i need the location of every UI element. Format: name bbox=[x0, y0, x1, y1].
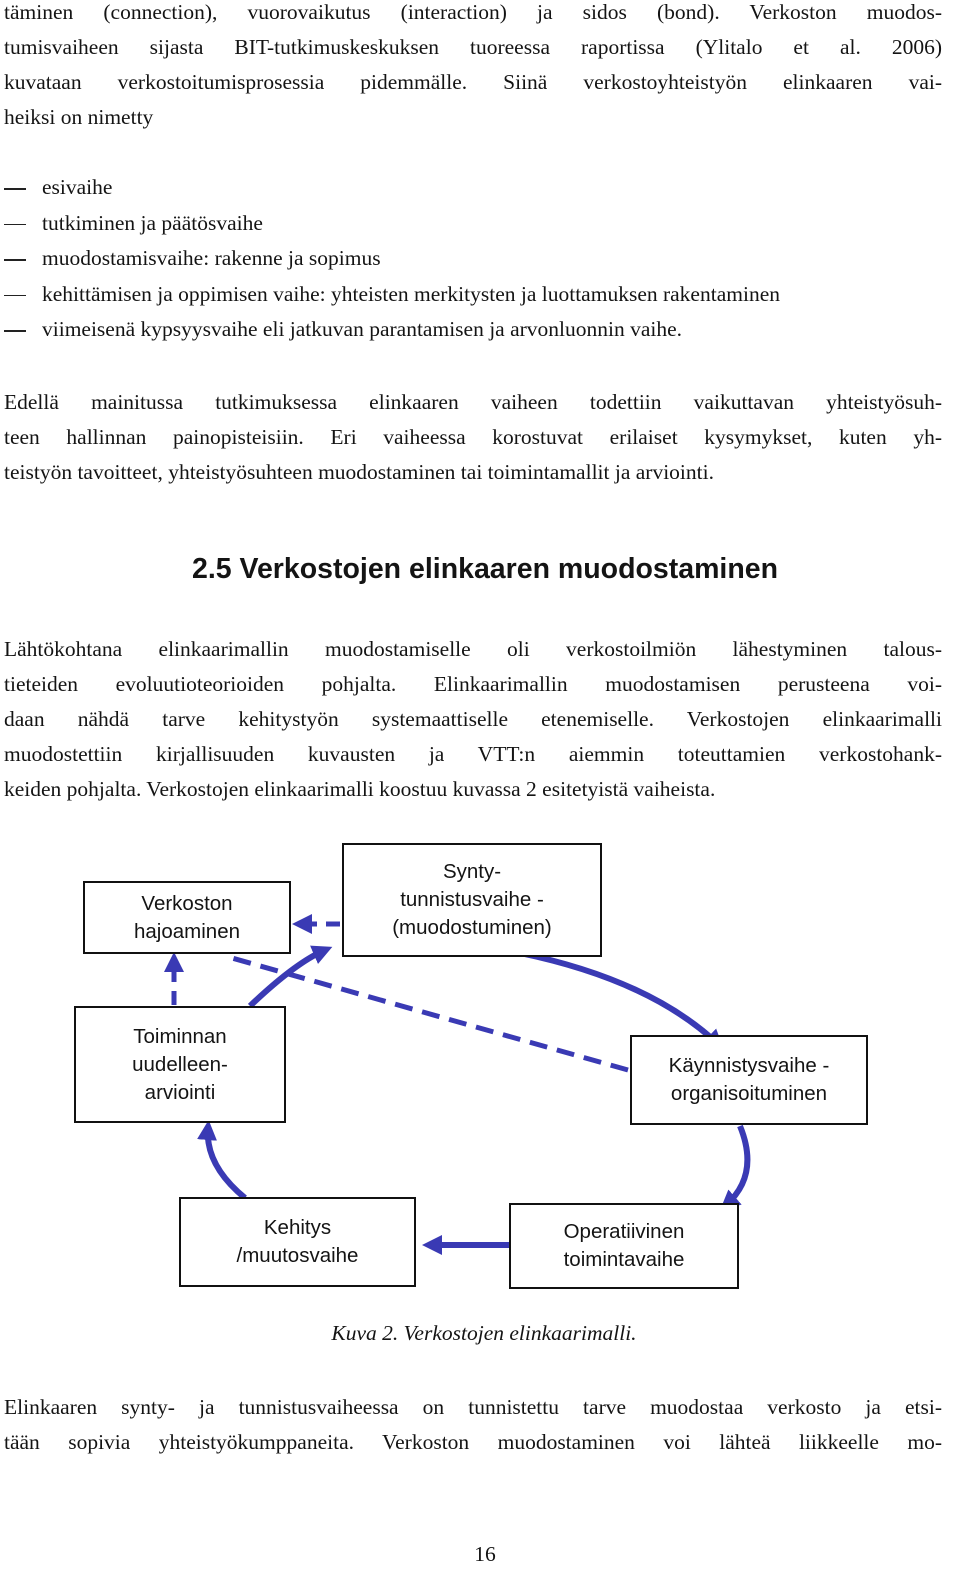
text-line: heiksi on nimetty bbox=[4, 105, 154, 129]
text-line: Edellä mainitussa tutkimuksessa elinkaaren vaiheen todettiin vaikuttavan yhteistyösuh- bbox=[4, 390, 942, 414]
page-number: 16 bbox=[474, 1542, 496, 1566]
text-line: Elinkaaren synty- ja tunnistusvaiheessa on tunnistettu tarve muodostaa verkosto ja etsi- bbox=[4, 1395, 942, 1419]
text-line: keiden pohjalta. Verkostojen elinkaarimalli koostuu kuvassa 2 esitetyistä vaiheista. bbox=[4, 777, 716, 801]
cycle-arc-synty-to-kaynnistys bbox=[520, 953, 718, 1044]
cycle-arc-kaynnistys-to-operatiivinen bbox=[726, 1126, 747, 1205]
text-line: tumisvaiheen sijasta BIT-tutkimuskeskuksen tuoreessa raportissa (Ylitalo et al. 2006) bbox=[4, 35, 942, 59]
text-line: teen hallinnan painopisteisiin. Eri vaiheessa korostuvat erilaiset kysymykset, kuten yh- bbox=[4, 425, 942, 449]
cycle-arc-kehitys-to-toiminnan bbox=[208, 1128, 245, 1198]
box-operatiivinen-toimintavaihe: Operatiivinen toimintavaihe bbox=[509, 1203, 739, 1289]
text-line: daan nähdä tarve kehitystyön systemaattiselle etenemiselle. Verkostojen elinkaarimalli bbox=[4, 707, 942, 731]
paragraph-3 bbox=[4, 632, 942, 807]
list-item: esivaihe bbox=[0, 170, 780, 206]
intro-paragraph bbox=[4, 0, 942, 135]
list-item: tutkiminen ja päätösvaihe bbox=[0, 206, 780, 242]
text-line: Lähtökohtana elinkaarimallin muodostamiselle oli verkostoilmiön lähestyminen talous- bbox=[4, 637, 942, 661]
list-item: viimeisenä kypsyysvaihe eli jatkuvan parantamisen ja arvonluonnin vaihe. bbox=[0, 312, 780, 348]
box-synty-tunnistusvaihe: Synty- tunnistusvaihe - (muodostuminen) bbox=[342, 843, 602, 957]
figure-caption: Kuva 2. Verkostojen elinkaarimalli. bbox=[331, 1321, 637, 1345]
cycle-arc-toiminnan-to-synty bbox=[250, 950, 325, 1006]
box-kehitys-muutosvaihe: Kehitys /muutosvaihe bbox=[179, 1197, 416, 1287]
list-item: muodostamisvaihe: rakenne ja sopimus bbox=[0, 241, 780, 277]
box-toiminnan-uudelleenarviointi: Toiminnan uudelleen- arviointi bbox=[74, 1006, 286, 1123]
dashed-line-kaynnistys-to-hajoaminen bbox=[232, 958, 628, 1070]
text-line: kuvataan verkostoitumisprosessia pidemmälle. Siinä verkostoyhteistyön elinkaaren vai- bbox=[4, 70, 942, 94]
paragraph-4 bbox=[4, 1390, 942, 1460]
phase-list bbox=[0, 170, 780, 348]
lifecycle-diagram bbox=[0, 830, 960, 1320]
text-line: tieteiden evoluutioteorioiden pohjalta. Elinkaarimallin muodostamisen perusteena voi- bbox=[4, 672, 942, 696]
paragraph-2 bbox=[4, 385, 942, 490]
text-line: tään sopivia yhteistyökumppaneita. Verkoston muodostaminen voi lähteä liikkeelle mo- bbox=[4, 1430, 942, 1454]
list-item: kehittämisen ja oppimisen vaihe: yhteisten merkitysten ja luottamuksen rakentaminen bbox=[0, 277, 780, 313]
box-verkoston-hajoaminen: Verkoston hajoaminen bbox=[83, 881, 291, 954]
section-heading: 2.5 Verkostojen elinkaaren muodostaminen bbox=[191, 553, 779, 585]
text-line: muodostettiin kirjallisuuden kuvausten ja VTT:n aiemmin toteuttamien verkostohank- bbox=[4, 742, 942, 766]
text-line: teistyön tavoitteet, yhteistyösuhteen muodostaminen tai toimintamallit ja arviointi. bbox=[4, 460, 714, 484]
text-line: täminen (connection), vuorovaikutus (interaction) ja sidos (bond). Verkoston muodos- bbox=[4, 0, 942, 24]
box-kaynnistysvaihe: Käynnistysvaihe - organisoituminen bbox=[630, 1035, 868, 1125]
